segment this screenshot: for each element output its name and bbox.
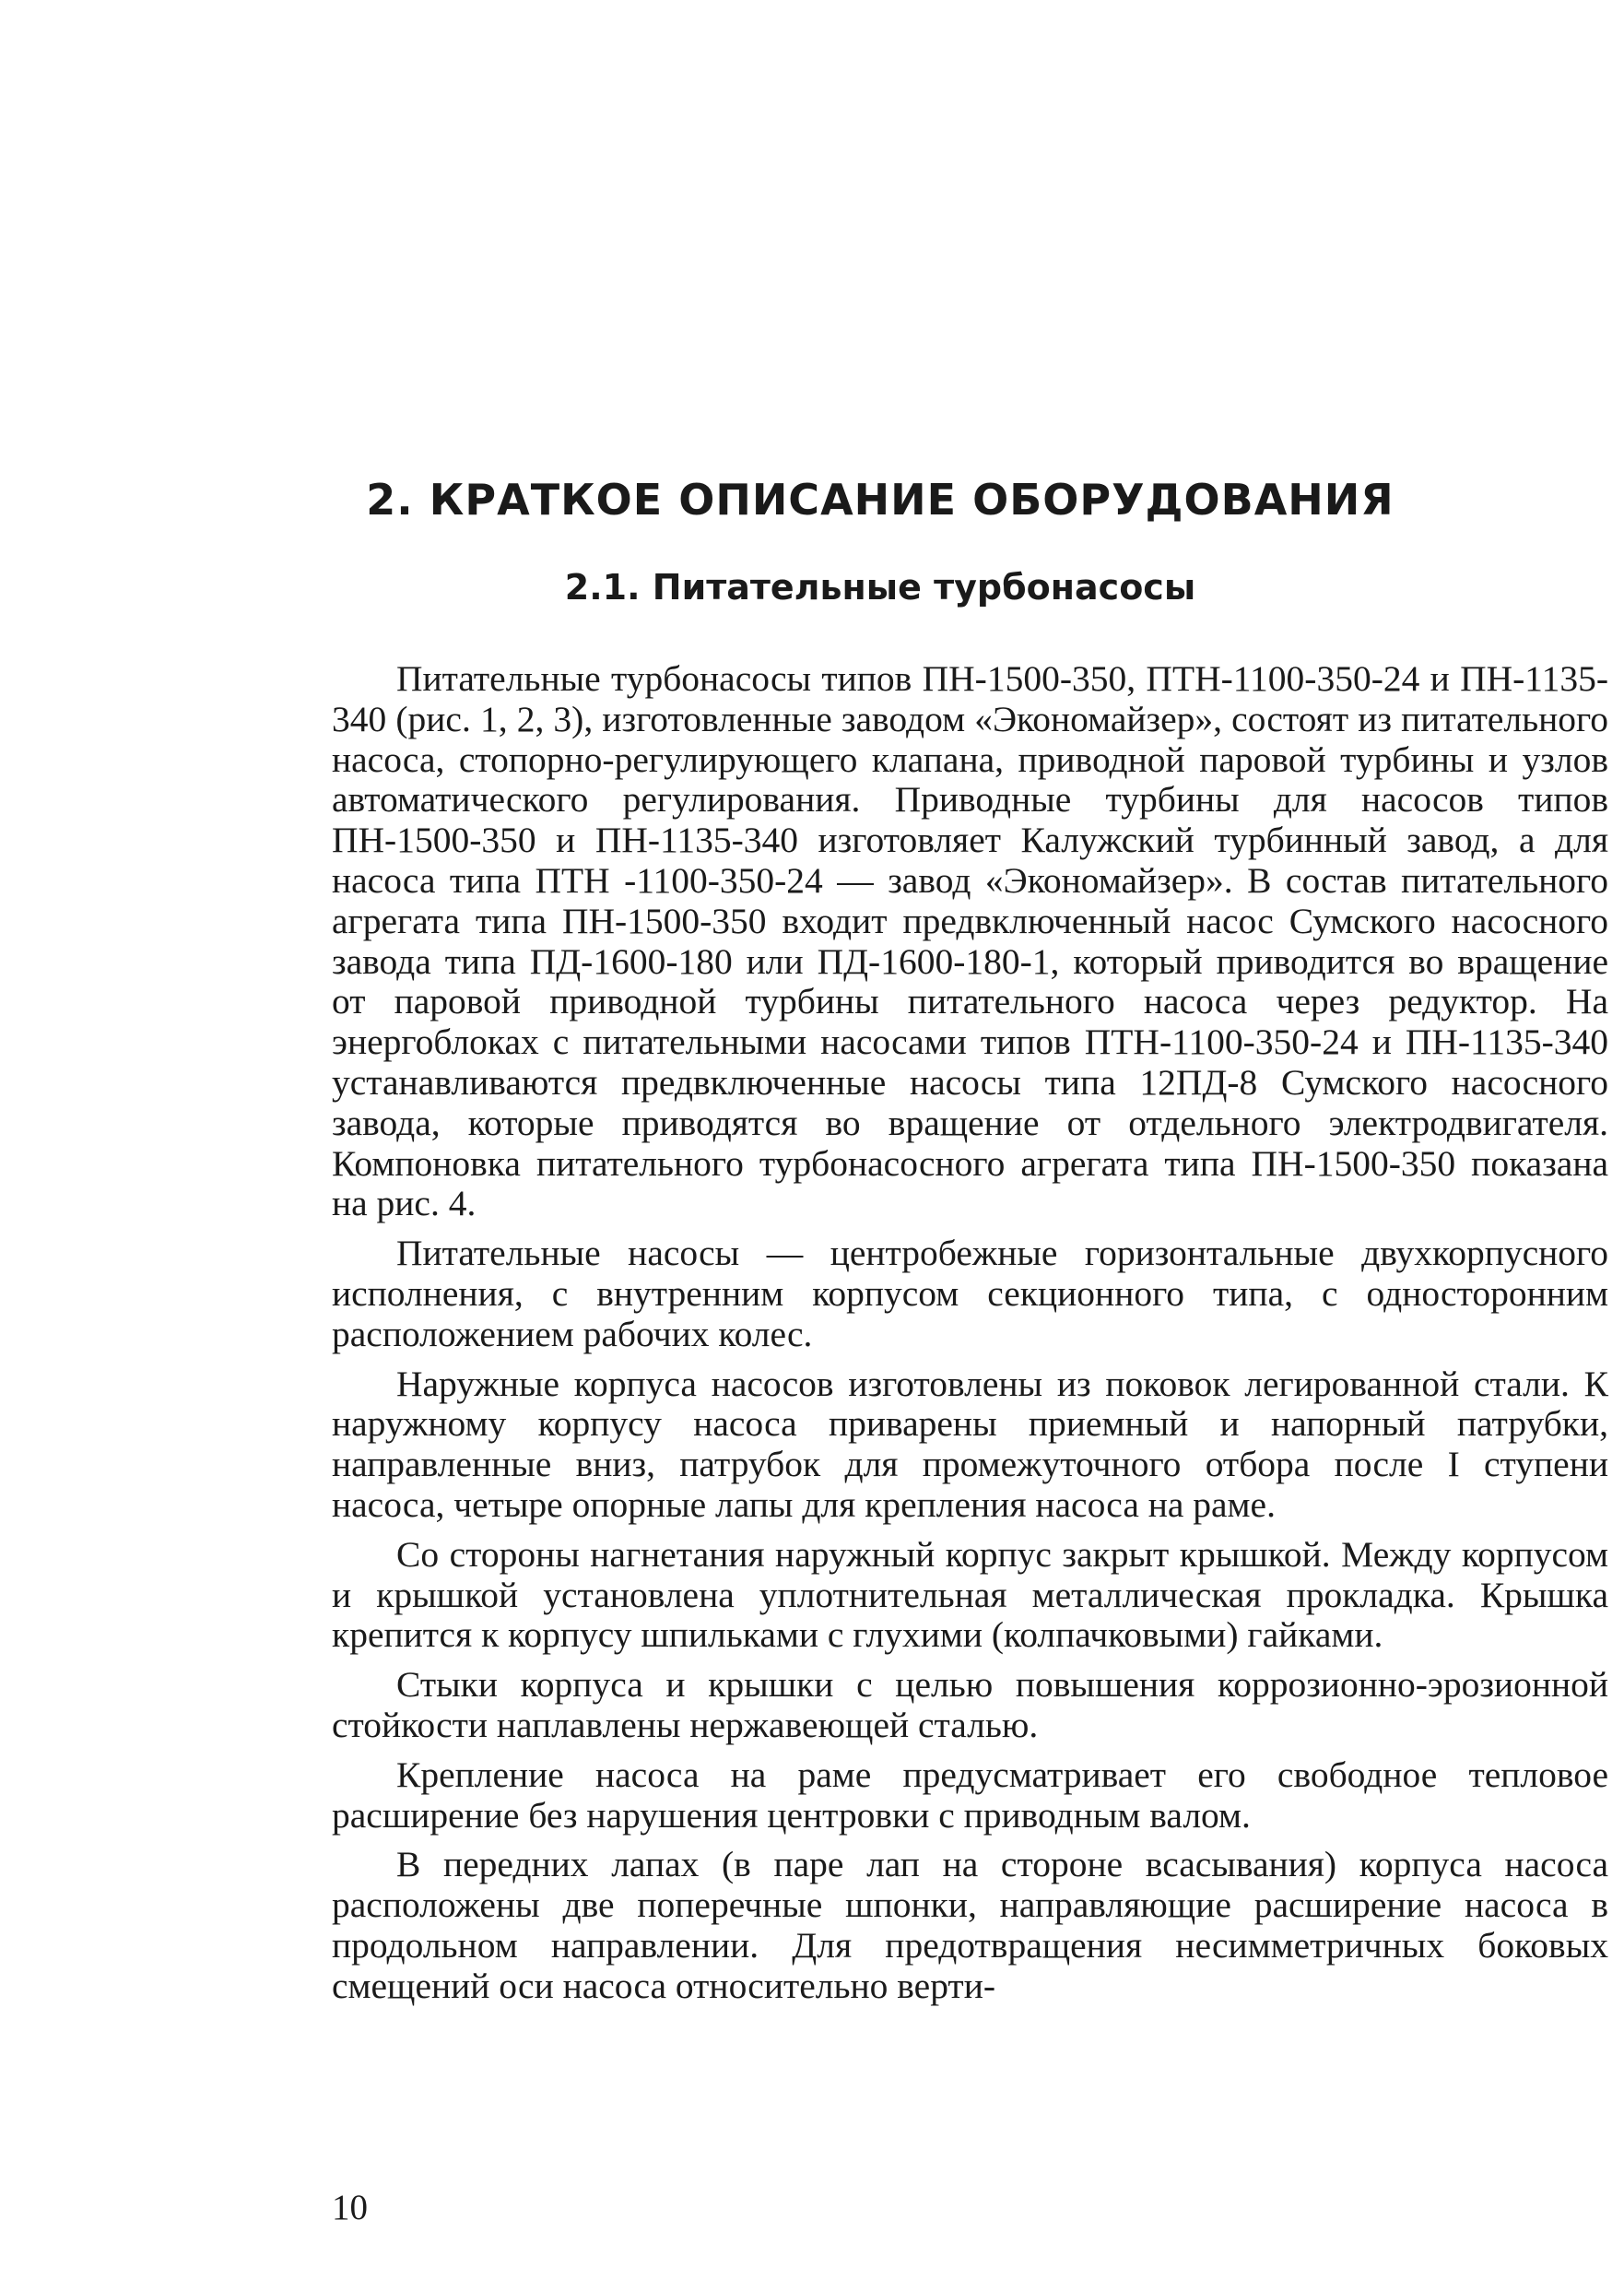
paragraph-5: Стыки корпуса и крышки с целью повышения коррозионно-эрозионной стойкости наплавлены нержавеющей сталью.	[332, 1664, 1608, 1745]
chapter-title: 2. КРАТКОЕ ОПИСАНИЕ ОБОРУДОВАНИЯ	[366, 475, 1395, 525]
paragraph-4: Со стороны нагнетания наружный корпус закрыт крышкой. Между корпусом и крышкой установлена уплотнительная металлическая прокладка. Крышка крепится к корпусу шпильками с глухими (колпачковыми) гайками.	[332, 1533, 1608, 1656]
section-title: 2.1. Питательные турбонасосы	[564, 567, 1196, 608]
body-text	[332, 659, 1608, 2016]
paragraph-3: Наружные корпуса насосов изготовлены из поковок легированной стали. К наружному корпусу насоса приварены приемный и напорный патрубки, направленные вниз, патрубок для промежуточного отбора после I ступени насоса, четыре опорные лапы для крепления насоса на раме.	[332, 1363, 1608, 1525]
paragraph-6: Крепление насоса на раме предусматривает его свободное тепловое расширение без нарушения центровки с приводным валом.	[332, 1754, 1608, 1836]
paragraph-7: В передних лапах (в паре лап на стороне всасывания) корпуса насоса расположены две поперечные шпонки, направляющие расширение насоса в продольном направлении. Для предотвращения несимметричных боковых смещений оси насоса относительно верти-	[332, 1844, 1608, 2006]
page-number: 10	[332, 2188, 368, 2227]
paragraph-1: Питательные турбонасосы типов ПН-1500-350, ПТН-1100-350-24 и ПН-1135-340 (рис. 1, 2, 3), изготовленные заводом «Экономайзер», состоят из питательного насоса, стопорно-регулирующего клапана, приводной паровой турбины и узлов автоматического регулирования. Приводные турбины для насосов типов ПН-1500-350 и ПН-1135-340 изготовляет Калужский турбинный завод, а для насоса типа ПТН -1100-350-24 — завод «Экономайзер». В состав питательного агрегата типа ПН-1500-350 входит предвключенный насос Сумского насосного завода типа ПД-1600-180 или ПД-1600-180-1, который приводится во вращение от паровой приводной турбины питательного насоса через редуктор. На энергоблоках с питательными насосами типов ПТН-1100-350-24 и ПН-1135-340 устанавливаются предвключенные насосы типа 12ПД-8 Сумского насосного завода, которые приводятся во вращение от отдельного электродвигателя. Компоновка питательного турбонасосного агрегата типа ПН-1500-350 показана на рис. 4.	[332, 658, 1608, 1224]
paragraph-2: Питательные насосы — центробежные горизонтальные двухкорпусного исполнения, с внутренним корпусом секционного типа, с односторонним расположением рабочих колес.	[332, 1233, 1608, 1354]
